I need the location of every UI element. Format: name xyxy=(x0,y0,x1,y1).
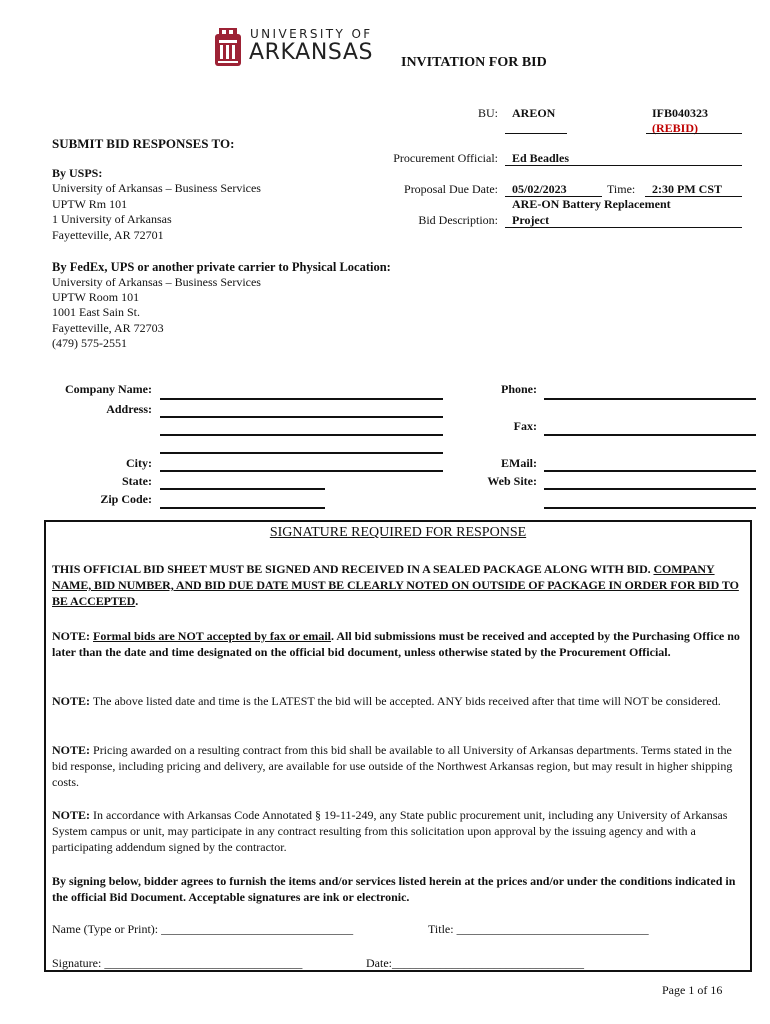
signature-field[interactable]: Signature: _________________________________ xyxy=(52,956,303,970)
period: . xyxy=(135,594,139,608)
usps-address xyxy=(52,181,261,244)
city-label: City: xyxy=(126,456,152,470)
phone-field[interactable] xyxy=(544,398,756,400)
proposal-due-date-label: Proposal Due Date: xyxy=(404,182,498,196)
pricing-note xyxy=(52,742,744,790)
address-field-line1[interactable] xyxy=(160,416,443,418)
website-field-line2[interactable] xyxy=(544,507,756,509)
sealed-package-text: THIS OFFICIAL BID SHEET MUST BE SIGNED AND RECEIVED IN A SEALED PACKAGE ALONG WITH BID. xyxy=(52,562,654,576)
rebid-label: (REBID) xyxy=(652,121,699,135)
bu-label: BU: xyxy=(477,106,498,120)
note-label: NOTE: xyxy=(52,808,91,822)
name-print-field[interactable]: Name (Type or Print): ________________________________ xyxy=(52,922,354,936)
company-name-field[interactable] xyxy=(160,398,443,400)
carrier-line: UPTW Room 101 xyxy=(52,290,140,305)
fax-email-not-accepted: Formal bids are NOT accepted by fax or email xyxy=(93,629,331,643)
zip-code-field[interactable] xyxy=(160,507,325,509)
latest-date-note xyxy=(52,693,744,709)
address-label: Address: xyxy=(106,402,152,416)
carrier-line: (479) 575-2551 xyxy=(52,335,127,350)
usps-line: University of Arkansas – Business Services xyxy=(52,181,261,195)
note-label: NOTE: xyxy=(52,743,91,757)
logo-bottom-text: ARKANSAS xyxy=(249,40,374,65)
usps-line: Fayetteville, AR 72701 xyxy=(52,228,164,243)
bid-description-label: Bid Description: xyxy=(418,213,498,227)
official-underline xyxy=(505,165,742,166)
time-label: Time: xyxy=(607,182,636,196)
bid-description-line2: Project xyxy=(512,213,550,227)
latest-date-note-text: The above listed date and time is the LATEST the bid will be accepted. ANY bids received after that time will NOT be considered. xyxy=(92,694,721,708)
title-field[interactable]: Title: ________________________________ xyxy=(428,922,649,936)
date-field[interactable]: Date:________________________________ xyxy=(366,956,584,970)
zip-code-label: Zip Code: xyxy=(100,492,152,506)
fax-field[interactable] xyxy=(544,434,756,436)
phone-label: Phone: xyxy=(501,382,537,396)
city-field[interactable] xyxy=(160,470,443,472)
pricing-note-text: Pricing awarded on a resulting contract from this bid shall be available to all University of Arkansas departments. Terms stated in the bid response, including pricing and delivery, are available for use outside of the Northwest Arkansas region, but may result in higher shipping costs. xyxy=(52,743,733,789)
sealed-package-paragraph xyxy=(52,561,744,609)
arkansas-code-note xyxy=(52,807,744,855)
company-name-label: Company Name: xyxy=(65,382,152,396)
carrier-heading: By FedEx, UPS or another private carrier to Physical Location: xyxy=(52,260,391,274)
procurement-official-value: Ed Beadles xyxy=(512,151,570,165)
address-field-line3[interactable] xyxy=(160,452,443,454)
procurement-official-label: Procurement Official: xyxy=(393,151,498,165)
page-title: INVITATION FOR BID xyxy=(401,55,547,70)
email-label: EMail: xyxy=(501,456,537,470)
state-field[interactable] xyxy=(160,488,325,490)
usps-heading: By USPS: xyxy=(52,166,103,180)
note-label: NOTE: xyxy=(52,694,91,708)
fax-label: Fax: xyxy=(513,419,537,433)
ifb-number: IFB040323 xyxy=(652,106,709,120)
carrier-line: Fayetteville, AR 72703 xyxy=(52,320,164,335)
usps-line: 1 University of Arkansas xyxy=(52,212,172,227)
signature-box-title: SIGNATURE REQUIRED FOR RESPONSE xyxy=(269,525,527,540)
carrier-line: 1001 East Sain St. xyxy=(52,305,141,320)
signing-agreement: By signing below, bidder agrees to furnish the items and/or services listed herein at the prices and/or under the conditions indicated in the official Bid Document. Acceptable signatures are ink or electronic. xyxy=(52,874,736,904)
carrier-line: University of Arkansas – Business Services xyxy=(52,275,261,289)
bu-value: AREON xyxy=(512,106,556,120)
bid-description-line1: ARE-ON Battery Replacement xyxy=(512,197,671,211)
university-logo xyxy=(214,26,380,70)
package-label-requirement: COMPANY NAME, BID NUMBER, AND BID DUE DATE MUST BE CLEARLY NOTED ON OUTSIDE OF PACKAGE IN ORDER FOR BID TO BE ACCEPTED xyxy=(52,562,739,608)
time-value: 2:30 PM CST xyxy=(652,182,722,196)
address-field-line2[interactable] xyxy=(160,434,443,436)
submit-heading: SUBMIT BID RESPONSES TO: xyxy=(52,136,235,151)
website-label: Web Site: xyxy=(487,474,537,488)
email-field[interactable] xyxy=(544,470,756,472)
usps-line: UPTW Rm 101 xyxy=(52,196,128,211)
ifb-underline xyxy=(646,133,742,134)
website-field[interactable] xyxy=(544,488,756,490)
old-main-emblem-icon xyxy=(214,28,242,68)
fax-email-note xyxy=(52,628,744,660)
page-number: Page 1 of 16 xyxy=(662,983,723,997)
note-label: NOTE: xyxy=(52,629,91,643)
arkansas-code-note-text: In accordance with Arkansas Code Annotated § 19-11-249, any State public procurement unit, including any University of Arkansas System campus or unit, may participate in any contract resulting from this solicitation upon approval by the issuing agency and with a participating addendum signed by the contractor. xyxy=(52,808,728,854)
proposal-due-date-value: 05/02/2023 xyxy=(512,182,567,196)
fax-email-note-text: . All bid submissions must be received and accepted by the Purchasing Office no later than the date and time designated on the official bid document, unless otherwise stated by the Procurement Official. xyxy=(52,629,740,659)
state-label: State: xyxy=(122,474,152,488)
bu-underline xyxy=(505,133,567,134)
logo-top-text: UNIVERSITY OF xyxy=(250,27,373,41)
carrier-address xyxy=(52,275,261,351)
description-underline xyxy=(505,227,742,228)
